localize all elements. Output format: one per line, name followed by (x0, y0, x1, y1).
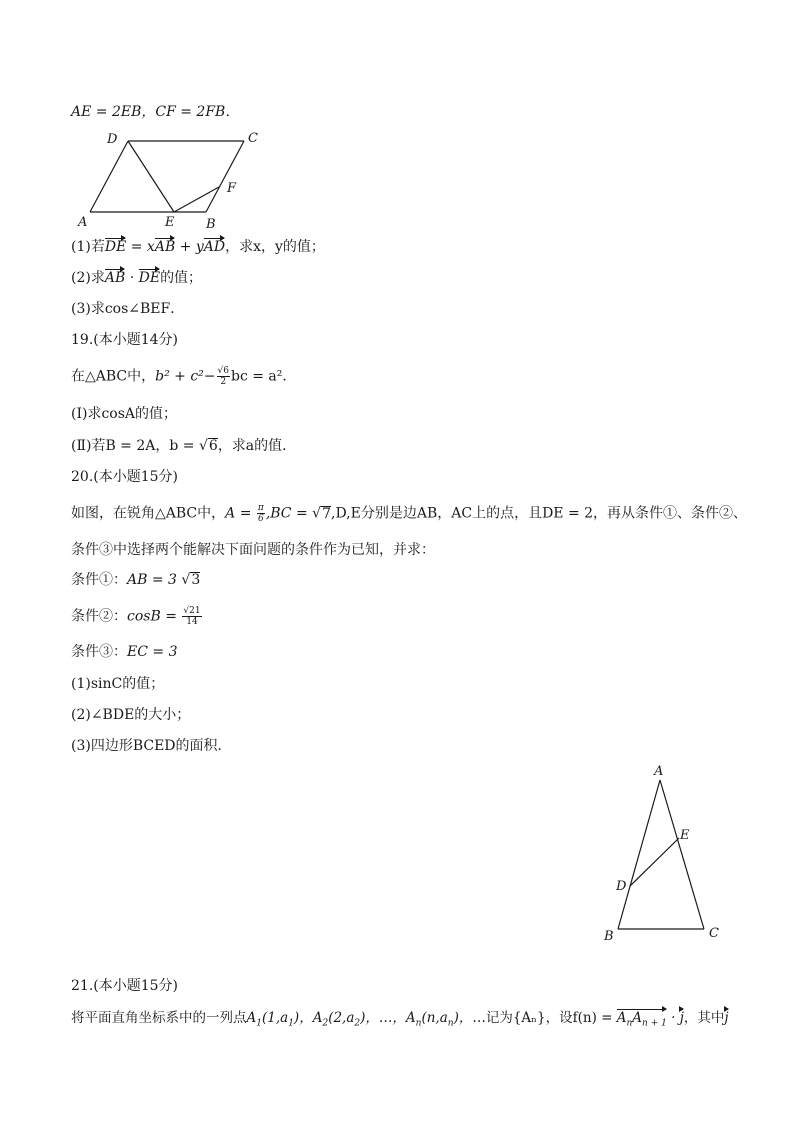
p20-heading: 20.(本小题15分) (71, 469, 179, 485)
label-C: C (248, 131, 258, 146)
p20-q3: (3)四边形BCED的面积． (71, 738, 232, 754)
segment-AB (618, 780, 660, 929)
p19-stem: 在△ABC中，b² + c²− $\frac{√6}{2}$ bc = a²． (71, 366, 297, 387)
p18-q2: (2)求AB · DE的值； (71, 270, 203, 286)
p18-q1: (1)若DE = xAB + yAD，求x，y的值； (71, 239, 325, 255)
segment-BC (206, 141, 244, 212)
p18-q3: (3)求cos∠BEF． (71, 301, 185, 317)
segment-DA (90, 141, 128, 212)
p20-cond1: 条件①：AB = 3 √3 (71, 572, 201, 588)
p20-stem-line2: 条件③中选择两个能解决下面问题的条件作为已知，并求： (71, 542, 435, 558)
p19-q2: (Ⅱ)若B = 2A，b = √6，求a的值． (71, 438, 297, 454)
label-D: D (107, 132, 118, 147)
p20-q2: (2)∠BDE的大小； (71, 707, 191, 723)
parallelogram-figure (72, 128, 272, 238)
label-A: A (78, 215, 88, 230)
label-B: B (206, 217, 216, 232)
label-D: D (616, 879, 627, 894)
p20-cond3: 条件③：EC = 3 (71, 644, 178, 660)
label-A: A (654, 764, 664, 779)
p20-q1: (1)sinC的值； (71, 676, 165, 692)
label-C: C (709, 926, 719, 941)
label-E: E (680, 828, 690, 843)
label-E: E (165, 215, 175, 230)
label-B: B (604, 929, 614, 944)
p21-heading: 21.(本小题15分) (71, 978, 179, 994)
label-F: F (227, 181, 237, 196)
triangle-figure (596, 762, 736, 947)
p20-stem-line1: 如图，在锐角△ABC中，A = $\frac{\pi}{6}$ ,BC = √7,D,E分别是边AB，AC上的点，且DE = 2，再从条件①、条件②、 (71, 503, 748, 524)
p19-q1: (Ⅰ)求cosA的值； (71, 406, 178, 422)
p20-cond2: 条件②：cosB = $\frac{√21}{14}$ (71, 606, 201, 627)
p19-heading: 19.(本小题14分) (71, 332, 179, 348)
p18-given: AE = 2EB，CF = 2FB． (71, 104, 240, 120)
segment-DE (128, 141, 174, 212)
p21-stem: 将平面直角坐标系中的一列点$A_1(1,a_1)$，$A_2(2,a_2)$，…，$A_n(n,a_n)$，…记为{Aₙ}，设$f(n) = A_nA_{n + 1} \cdot j$，其中j (71, 1008, 729, 1034)
segment-CA (660, 780, 704, 929)
